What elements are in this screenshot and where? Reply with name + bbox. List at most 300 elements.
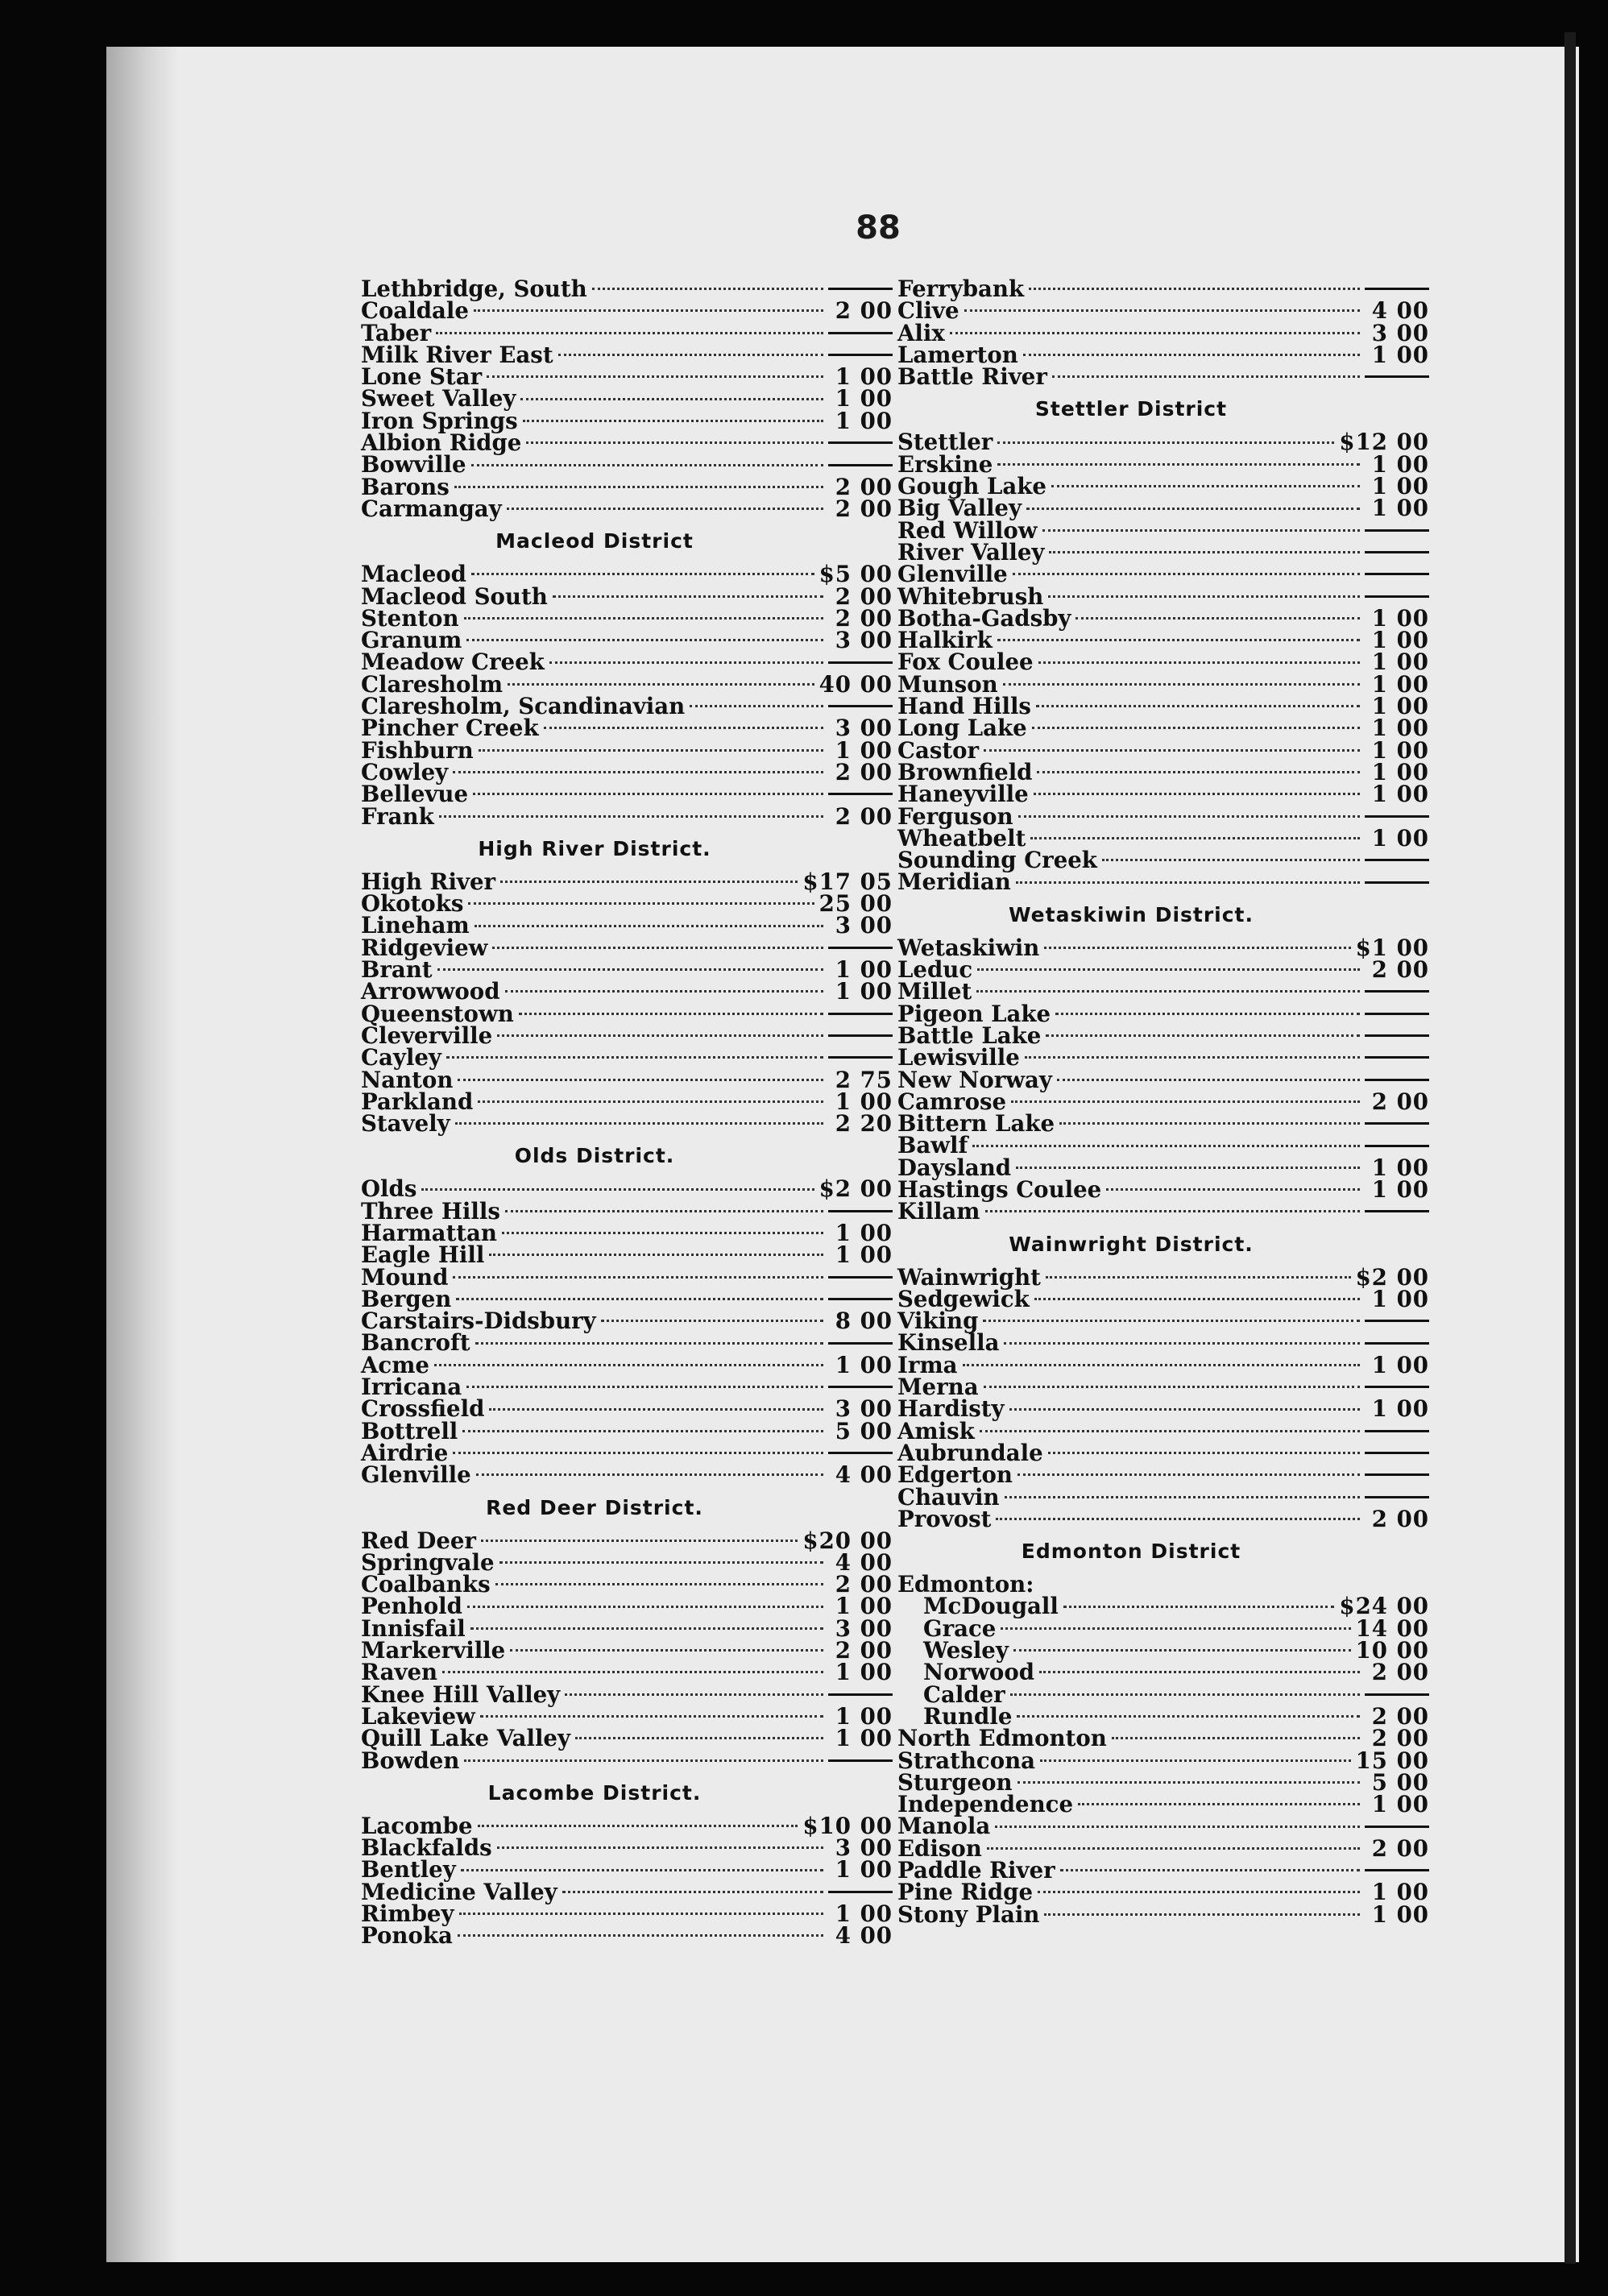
dot-leader <box>1046 1034 1360 1037</box>
amount: 1 00 <box>1371 1900 1429 1928</box>
place-name: Strathcona <box>897 1747 1036 1774</box>
dot-leader <box>474 309 823 312</box>
blank-amount-rule <box>1365 1320 1429 1322</box>
contribution-row <box>897 715 1429 742</box>
amount: 1 00 <box>1371 450 1429 478</box>
place-name: Taber <box>361 319 432 346</box>
dot-leader <box>690 705 823 707</box>
place-name: Alix <box>897 319 945 346</box>
amount: 3 00 <box>835 715 893 742</box>
place-name: Viking <box>897 1308 979 1335</box>
contribution-row <box>361 1285 893 1312</box>
place-name: Irricana <box>361 1374 462 1401</box>
contribution-row <box>361 1022 893 1049</box>
dot-leader <box>508 683 814 686</box>
dot-leader <box>459 1913 824 1915</box>
place-name: Kinsella <box>897 1329 1000 1357</box>
contribution-row <box>361 758 893 785</box>
contribution-row <box>361 451 893 479</box>
dot-leader <box>495 1583 823 1585</box>
place-name: Okotoks <box>361 890 464 918</box>
dot-leader <box>1016 1167 1360 1169</box>
contribution-row <box>361 1395 893 1423</box>
dot-leader <box>436 332 823 334</box>
contribution-row <box>361 1175 893 1203</box>
amount: 5 00 <box>835 1417 893 1444</box>
place-name: Markerville <box>361 1637 506 1664</box>
place-name: Norwood <box>923 1659 1035 1686</box>
contribution-row <box>361 956 893 984</box>
contribution-row <box>361 341 893 368</box>
dot-leader <box>475 925 823 927</box>
dot-leader <box>1049 551 1360 553</box>
place-name: Merna <box>897 1374 979 1401</box>
contribution-row <box>897 582 1429 610</box>
place-name: Edmonton: <box>897 1571 1034 1598</box>
amount: $2 00 <box>819 1175 893 1203</box>
amount: $5 00 <box>819 561 893 588</box>
contribution-row <box>361 1571 893 1598</box>
place-name: River Valley <box>897 538 1045 566</box>
amount: 4 00 <box>835 1548 893 1576</box>
contribution-row <box>897 1505 1429 1532</box>
amount: 2 00 <box>835 758 893 785</box>
amount: 10 00 <box>1355 1637 1429 1664</box>
dot-leader <box>526 441 823 444</box>
amount: 1 00 <box>1371 341 1429 368</box>
place-name: Barons <box>361 473 450 500</box>
dot-leader <box>1046 1276 1351 1279</box>
contribution-row <box>361 627 893 654</box>
blank-amount-rule <box>1365 1034 1429 1037</box>
dot-leader <box>507 508 823 510</box>
contribution-row <box>361 1461 893 1489</box>
contribution-row <box>361 1374 893 1401</box>
amount: 1 00 <box>1371 781 1429 808</box>
contribution-row <box>361 1417 893 1444</box>
place-name: Lethbridge, South <box>361 276 587 302</box>
left-column <box>361 276 893 1950</box>
dot-leader <box>453 1452 823 1454</box>
place-name: Claresholm, Scandinavian <box>361 693 686 720</box>
place-name: Hand Hills <box>897 693 1031 720</box>
dot-leader <box>1005 1496 1360 1498</box>
place-name: Ferguson <box>897 802 1013 830</box>
contribution-row <box>897 561 1429 588</box>
contribution-row <box>897 1417 1429 1444</box>
blank-amount-rule <box>828 1013 893 1015</box>
contribution-row <box>897 1198 1429 1225</box>
place-name: Hardisty <box>897 1395 1005 1423</box>
dot-leader <box>997 441 1334 444</box>
amount: 2 00 <box>1371 1659 1429 1686</box>
blank-amount-rule <box>1365 1122 1429 1125</box>
dot-leader <box>1004 1342 1360 1345</box>
district-heading: Macleod District <box>495 529 694 553</box>
place-name: Ferrybank <box>897 276 1025 302</box>
place-name: Chauvin <box>897 1483 1000 1511</box>
amount: 2 00 <box>1371 1725 1429 1752</box>
dot-leader <box>434 1364 823 1366</box>
place-name: Ponoka <box>361 1922 453 1950</box>
blank-amount-rule <box>1365 529 1429 532</box>
dot-leader <box>1051 485 1360 487</box>
contribution-row <box>361 1308 893 1335</box>
dot-leader <box>592 288 823 290</box>
amount: $20 00 <box>802 1527 893 1554</box>
contribution-row <box>361 429 893 457</box>
amount: 1 00 <box>835 1593 893 1620</box>
place-name: Frank <box>361 802 434 830</box>
amount: 2 00 <box>835 495 893 522</box>
contribution-row <box>361 1241 893 1269</box>
dot-leader <box>1048 595 1360 598</box>
place-name: Edgerton <box>897 1461 1013 1489</box>
place-name: Bawlf <box>897 1132 968 1159</box>
amount: 1 00 <box>835 1351 893 1378</box>
blank-amount-rule <box>828 1056 893 1059</box>
dot-leader <box>977 968 1360 971</box>
dot-leader <box>421 1188 814 1191</box>
contribution-row <box>897 363 1429 391</box>
contribution-row <box>361 736 893 764</box>
dot-leader <box>492 947 823 949</box>
amount: 1 00 <box>835 1659 893 1686</box>
contribution-row <box>897 473 1429 500</box>
contribution-row <box>897 1813 1429 1840</box>
dot-leader <box>1001 1627 1350 1630</box>
contribution-row <box>897 1022 1429 1049</box>
contribution-row <box>361 1702 893 1730</box>
contribution-row <box>361 1834 893 1862</box>
dot-leader <box>478 1825 798 1827</box>
contribution-row <box>897 1285 1429 1312</box>
dot-leader <box>466 1386 823 1388</box>
contribution-row <box>897 736 1429 764</box>
dot-leader <box>487 375 823 378</box>
blank-amount-rule <box>1365 1826 1429 1828</box>
amount: 3 00 <box>835 1614 893 1642</box>
blank-amount-rule <box>828 705 893 707</box>
dot-leader <box>471 464 823 466</box>
contribution-row <box>361 1878 893 1905</box>
contribution-row <box>361 781 893 808</box>
dot-leader <box>468 902 814 905</box>
place-name: Daysland <box>897 1154 1012 1181</box>
place-name: Gough Lake <box>897 473 1046 500</box>
amount: 1 00 <box>1371 473 1429 500</box>
dot-leader <box>562 1891 823 1893</box>
blank-amount-rule <box>828 1452 893 1454</box>
contribution-row <box>897 1483 1429 1511</box>
dot-leader <box>997 639 1360 641</box>
contribution-row <box>361 1329 893 1357</box>
contribution-row <box>897 649 1429 676</box>
dot-leader <box>1026 508 1360 510</box>
dot-leader <box>467 1606 823 1608</box>
dot-leader <box>462 1430 823 1432</box>
blank-amount-rule <box>1365 1386 1429 1388</box>
dot-leader <box>972 1145 1360 1147</box>
group-header-row <box>897 1571 1429 1598</box>
amount: 1 00 <box>1371 715 1429 742</box>
place-name: Stavely <box>361 1110 450 1138</box>
dot-leader <box>1032 727 1360 729</box>
dot-leader <box>489 1254 823 1256</box>
contribution-row <box>361 1219 893 1246</box>
place-name: Raven <box>361 1659 438 1686</box>
blank-amount-rule <box>828 354 893 356</box>
amount: 2 00 <box>835 582 893 610</box>
place-name: Battle River <box>897 363 1047 391</box>
place-name: Amisk <box>897 1417 975 1444</box>
place-name: Airdrie <box>361 1439 449 1466</box>
place-name: Bottrell <box>361 1417 458 1444</box>
amount: $2 00 <box>1355 1263 1429 1291</box>
district-heading: Edmonton District <box>1021 1540 1241 1564</box>
dot-leader <box>453 1276 823 1279</box>
dot-leader <box>1039 1671 1360 1673</box>
place-name: Whitebrush <box>897 582 1044 610</box>
contribution-row <box>897 1879 1429 1906</box>
dot-leader <box>1044 1913 1360 1916</box>
dot-leader <box>950 332 1360 334</box>
amount: $10 00 <box>802 1812 893 1839</box>
dot-leader <box>601 1320 823 1322</box>
contribution-row <box>361 912 893 939</box>
contribution-row <box>897 319 1429 346</box>
dot-leader <box>1023 354 1360 356</box>
amount: 8 00 <box>835 1308 893 1335</box>
place-name: Edison <box>897 1834 982 1862</box>
dot-leader <box>466 639 823 641</box>
dot-leader <box>1078 1803 1360 1805</box>
contribution-row <box>897 1374 1429 1401</box>
place-name: Carstairs-Didsbury <box>361 1308 596 1335</box>
amount: 1 00 <box>1371 824 1429 852</box>
amount: 14 00 <box>1355 1614 1429 1642</box>
place-name: Crossfield <box>361 1395 485 1423</box>
dot-leader <box>519 1013 823 1015</box>
contribution-row <box>361 1593 893 1620</box>
place-name: McDougall <box>923 1593 1059 1620</box>
place-name: Bergen <box>361 1285 452 1312</box>
dot-leader <box>489 1408 823 1411</box>
place-name: Wainwright <box>897 1263 1041 1291</box>
contribution-row <box>897 1791 1429 1818</box>
dot-leader <box>976 990 1360 993</box>
contribution-row <box>361 1812 893 1839</box>
amount: 1 00 <box>1371 693 1429 720</box>
place-name: Penhold <box>361 1593 462 1620</box>
contribution-row <box>361 473 893 500</box>
contribution-row <box>897 868 1429 896</box>
blank-amount-rule <box>1365 859 1429 861</box>
place-name: Glenville <box>361 1461 471 1489</box>
amount: $12 00 <box>1339 429 1429 456</box>
dot-leader <box>1013 573 1360 575</box>
place-name: Independence <box>897 1791 1074 1818</box>
place-name: Milk River East <box>361 341 553 368</box>
contribution-row <box>361 1066 893 1093</box>
dot-leader <box>499 1561 823 1564</box>
place-name: Wheatbelt <box>897 824 1026 852</box>
amount: 1 00 <box>1371 670 1429 698</box>
place-name: Stettler <box>897 429 993 456</box>
contribution-row <box>897 1329 1429 1357</box>
amount: 3 00 <box>835 1395 893 1423</box>
dot-leader <box>1030 837 1360 839</box>
amount: 4 00 <box>835 1461 893 1489</box>
place-name: Brant <box>361 956 433 984</box>
place-name: Red Deer <box>361 1527 476 1554</box>
contribution-row <box>897 495 1429 522</box>
blank-amount-rule <box>1365 288 1429 290</box>
amount: 1 00 <box>1371 1285 1429 1312</box>
dot-leader <box>1009 1408 1360 1411</box>
amount: 1 00 <box>1371 495 1429 522</box>
contribution-row <box>897 1439 1429 1466</box>
blank-amount-rule <box>1365 1473 1429 1476</box>
amount: 2 00 <box>1371 1088 1429 1115</box>
contribution-row <box>897 978 1429 1005</box>
dot-leader <box>996 1518 1360 1520</box>
place-name: Camrose <box>897 1088 1007 1115</box>
place-name: Wesley <box>923 1637 1009 1664</box>
dot-leader <box>964 309 1360 312</box>
blank-amount-rule <box>828 1298 893 1300</box>
amount: 15 00 <box>1355 1747 1429 1774</box>
contribution-row <box>361 1263 893 1291</box>
dot-leader <box>1055 1013 1360 1015</box>
contribution-row <box>897 758 1429 785</box>
place-name: Botha-Gadsby <box>897 604 1071 632</box>
place-name: Bowden <box>361 1747 460 1774</box>
place-name: Knee Hill Valley <box>361 1681 561 1708</box>
blank-amount-rule <box>828 947 893 949</box>
dot-leader <box>1016 881 1360 884</box>
contribution-row <box>897 1175 1429 1203</box>
blank-amount-rule <box>1365 375 1429 378</box>
page-binding-edge <box>106 47 179 2262</box>
amount: 2 00 <box>835 297 893 325</box>
place-name: Irma <box>897 1351 958 1378</box>
amount: 1 00 <box>835 956 893 984</box>
amount: 1 00 <box>1371 1395 1429 1423</box>
place-name: Granum <box>361 627 462 654</box>
dot-leader <box>437 968 823 971</box>
amount: 40 00 <box>819 670 893 698</box>
amount: 1 00 <box>835 736 893 764</box>
place-name: Aubrundale <box>897 1439 1043 1466</box>
contribution-row <box>897 1395 1429 1423</box>
place-name: Quill Lake Valley <box>361 1725 571 1752</box>
blank-amount-rule <box>1365 1693 1429 1696</box>
place-name: Fishburn <box>361 736 474 764</box>
amount: 1 00 <box>835 978 893 1005</box>
dot-leader <box>983 1320 1360 1322</box>
place-name: Albion Ridge <box>361 429 522 457</box>
dot-leader <box>963 1364 1360 1366</box>
blank-amount-rule <box>1365 1452 1429 1454</box>
contribution-row <box>361 693 893 720</box>
dot-leader <box>997 463 1360 466</box>
dot-leader <box>1034 793 1360 795</box>
contribution-row <box>897 781 1429 808</box>
contribution-row <box>897 604 1429 632</box>
contribution-row <box>897 934 1429 961</box>
place-name: Ridgeview <box>361 934 488 961</box>
dot-leader <box>985 1210 1360 1212</box>
place-name: Lone Star <box>361 363 483 391</box>
contribution-row <box>897 1857 1429 1884</box>
amount: 1 00 <box>835 1702 893 1730</box>
dot-leader <box>1011 1100 1360 1103</box>
dot-leader <box>1052 375 1360 378</box>
dot-leader <box>478 1100 823 1103</box>
contribution-row <box>361 649 893 676</box>
contribution-row <box>361 868 893 895</box>
district-heading: Red Deer District. <box>486 1495 703 1519</box>
place-name: Halkirk <box>897 627 993 654</box>
place-name: Acme <box>361 1351 429 1378</box>
dot-leader <box>1040 1759 1351 1762</box>
blank-amount-rule <box>1365 990 1429 993</box>
blank-amount-rule <box>828 1891 893 1893</box>
place-name: Pine Ridge <box>897 1879 1034 1906</box>
blank-amount-rule <box>1365 881 1429 884</box>
contribution-row <box>897 1637 1429 1664</box>
contribution-row <box>361 297 893 325</box>
blank-amount-rule <box>1365 595 1429 598</box>
contribution-row <box>897 450 1429 478</box>
amount: 1 00 <box>1371 1879 1429 1906</box>
contribution-row <box>361 978 893 1005</box>
contribution-row <box>361 1900 893 1927</box>
contribution-row <box>897 1088 1429 1115</box>
amount: 1 00 <box>835 407 893 434</box>
amount: 2 20 <box>835 1110 893 1138</box>
dot-leader <box>984 749 1360 752</box>
place-name: Lamerton <box>897 341 1018 368</box>
dot-leader <box>1018 815 1360 818</box>
blank-amount-rule <box>1365 815 1429 818</box>
place-name: Erskine <box>897 450 993 478</box>
place-name: Cayley <box>361 1044 441 1071</box>
dot-leader <box>458 1079 823 1081</box>
place-name: Millet <box>897 978 972 1005</box>
contribution-row <box>361 1351 893 1378</box>
place-name: Coalbanks <box>361 1571 491 1598</box>
place-name: Killam <box>897 1198 980 1225</box>
dot-leader <box>458 1934 823 1937</box>
dot-leader <box>1048 1452 1360 1454</box>
dot-leader <box>1038 661 1360 664</box>
dot-leader <box>510 1649 823 1652</box>
dot-leader <box>1063 1606 1335 1608</box>
dot-leader <box>505 990 823 993</box>
contribution-row <box>897 1834 1429 1862</box>
dot-leader <box>1029 288 1360 290</box>
place-name: Glenville <box>897 561 1008 588</box>
dot-leader <box>995 1826 1360 1828</box>
amount: 5 00 <box>1371 1768 1429 1796</box>
amount: 3 00 <box>835 627 893 654</box>
place-name: High River <box>361 868 496 895</box>
amount: 1 00 <box>835 1219 893 1246</box>
dot-leader <box>1017 1781 1360 1784</box>
amount: 1 00 <box>835 363 893 391</box>
